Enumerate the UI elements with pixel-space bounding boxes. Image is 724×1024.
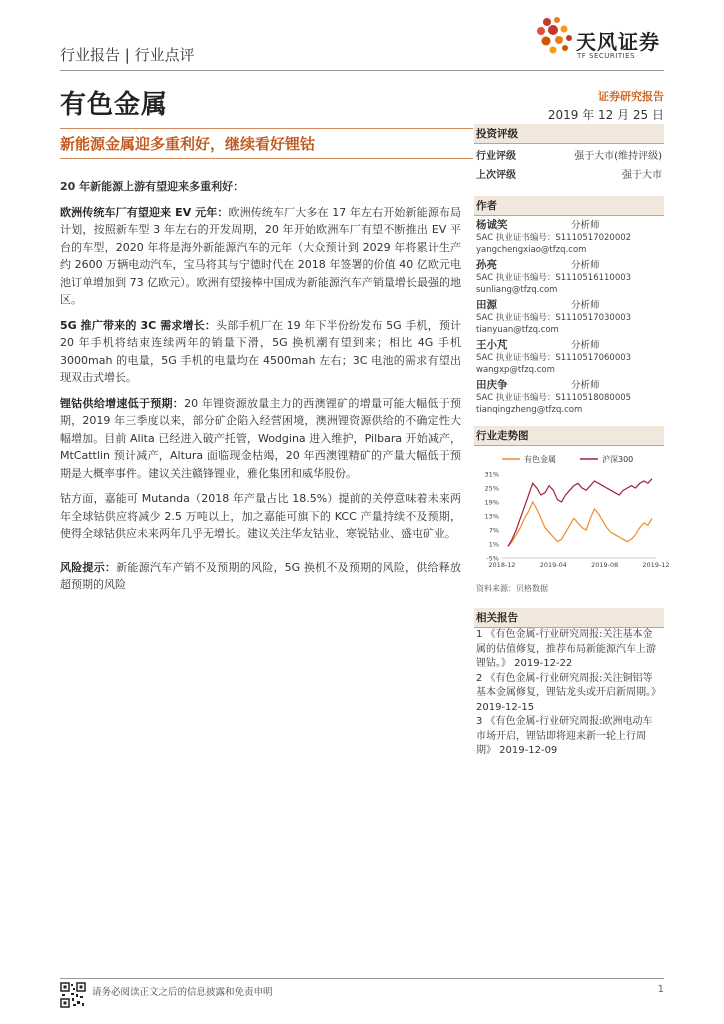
- report-type: 证券研究报告: [598, 90, 664, 103]
- author-name: 田庆争: [476, 379, 508, 391]
- author-entry: [474, 299, 664, 336]
- series-line: [508, 502, 652, 546]
- rating-key: 行业评级: [476, 151, 516, 162]
- chart-source: 资料来源：贝格数据: [476, 584, 548, 593]
- paragraph-eu-text: 欧洲传统车厂大多在 17 年左右开始新能源布局计划，按照新车型 3 年左右的开发周期，20 年开始欧洲车厂有望不断推出 EV 平台的车型，2020 年将是海外新能源汽车的元年（大众预计到 2029 年将累计生产约 2600 万辆电动汽车，宝马将其与宁德时代在 2018 年签署的价值 40 亿欧元电池订单增加到 73 亿欧元）。欧洲有望接棒中国成为新能源汽车产销量增长最强的地区。: [60, 205, 462, 306]
- rating-row: [474, 144, 664, 163]
- y-tick-label: 25%: [484, 484, 499, 493]
- author-email-link[interactable]: yangchengxiao@tfzq.com: [476, 245, 587, 255]
- legend-label: 有色金属: [524, 455, 556, 464]
- x-tick-label: 2018-12: [488, 561, 516, 569]
- author-role: 分析师: [571, 300, 600, 311]
- y-tick-label: 7%: [488, 526, 499, 535]
- author-entry: [474, 339, 664, 376]
- author-entry: [474, 219, 664, 256]
- related-report-link[interactable]: 2 《有色金属-行业研究周报:关注铜铝等基本金属修复，锂钴龙头或开启新周期。》 2019-12-15: [476, 672, 661, 713]
- author-email-link[interactable]: tianqingzheng@tfzq.com: [476, 405, 583, 415]
- y-tick-label: -5%: [486, 554, 499, 563]
- y-tick-label: 31%: [484, 470, 499, 479]
- title-rule-bottom: [60, 158, 473, 159]
- sector-title: 有色金属: [60, 90, 169, 120]
- author-role: 分析师: [571, 380, 600, 391]
- rating-row: [474, 163, 664, 182]
- risk-label: 风险提示：: [60, 560, 117, 574]
- author-name: 孙亮: [476, 259, 497, 271]
- author-sac-number: SAC 执业证书编号：S1110517060003: [476, 353, 632, 363]
- page-number: 1: [657, 984, 664, 995]
- report-date: 2019 年 12 月 25 日: [547, 108, 664, 122]
- paragraph-supply: [60, 395, 461, 483]
- rating-heading: 投资评级: [474, 124, 664, 144]
- report-title: 新能源金属迎多重利好，继续看好锂钴: [60, 135, 316, 153]
- footer-divider: [60, 978, 664, 979]
- author-role: 分析师: [571, 220, 600, 231]
- paragraph-5g: [60, 317, 461, 387]
- sidebar: [474, 124, 670, 759]
- x-tick-label: 2019-04: [539, 561, 567, 569]
- author-entry: [474, 259, 664, 296]
- author-sac-number: SAC 执业证书编号：S1110517030003: [476, 313, 632, 323]
- related-list: [474, 628, 664, 759]
- author-name: 王小芃: [476, 339, 508, 351]
- paragraph-eu-label: 欧洲传统车厂有望迎来 EV 元年：: [60, 205, 229, 219]
- author-entry: [474, 379, 664, 416]
- author-name: 杨诚笑: [476, 219, 508, 231]
- y-tick-label: 19%: [484, 498, 499, 507]
- rating-key: 上次评级: [476, 170, 516, 181]
- paragraph-cobalt: 钴方面，嘉能可 Mutanda（2018 年产量占比 18.5%）提前的关停意味着未来两年全球钴供应将减少 2.5 万吨以上，加之嘉能可旗下的 KCC 产量持续不及预期，使得全球钴供应未来两年几乎无增长。建议关注华友钴业、寒锐钴业、盛屯矿业。: [60, 492, 461, 540]
- brand-name: 天风证券: [576, 30, 660, 54]
- author-email-link[interactable]: sunliang@tfzq.com: [476, 285, 558, 295]
- author-sac-number: SAC 执业证书编号：S1110518080005: [476, 393, 632, 403]
- x-tick-label: 2019-12: [642, 561, 670, 569]
- paragraph-supply-text: 20 年锂资源放量主力的西澳锂矿的增量可能大幅低于预期，2019 年三季度以来，部分矿企陷入经营困境，澳洲锂资源供给的不确定性大幅增加。目前 Alita 已经进入破产托管，Wodgina 进入维护，Pilbara 开始减产，MtCattlin 预计减产，Altura 面临现金枯竭，20 年西澳锂精矿的产量大幅低于预期是大概率事件。建议关注赣锋锂业，雅化集团和威华股份。: [60, 396, 461, 480]
- authors-heading: 作者: [474, 196, 664, 216]
- series-line: [508, 479, 652, 547]
- related-report-link[interactable]: 3 《有色金属-行业研究周报:欧洲电动车市场开启，锂钴即将迎来新一轮上行周期》 2019-12-09: [476, 716, 653, 756]
- lead-paragraph: 20 年新能源上游有望迎来多重利好：: [60, 180, 245, 193]
- y-tick-label: 1%: [488, 540, 499, 549]
- trend-chart: [474, 450, 670, 579]
- footer-disclaimer: 请务必阅读正文之后的信息披露和免责申明: [92, 987, 273, 998]
- author-sac-number: SAC 执业证书编号：S1110517020002: [476, 233, 632, 243]
- rating-rows: [474, 144, 664, 182]
- author-name: 田源: [476, 299, 497, 311]
- report-category: 行业报告 | 行业点评: [60, 46, 195, 64]
- author-role: 分析师: [571, 260, 600, 271]
- author-email-link[interactable]: tianyuan@tfzq.com: [476, 325, 559, 335]
- main-body: [60, 178, 461, 602]
- trend-heading: 行业走势图: [474, 426, 664, 446]
- paragraph-5g-label: 5G 推广带来的 3C 需求增长：: [60, 318, 217, 332]
- legend-label: 沪深300: [602, 455, 634, 464]
- paragraph-5g-text: 头部手机厂在 19 年下半份纷发布 5G 手机，预计 20 年手机将结束连续两年的销量下滑，5G 换机潮有望到来；相比 4G 手机 3000mah 的电量，5G 手机的电量均在 4500mah 左右；3C 电池的需求有望出现双击式增长。: [60, 318, 461, 384]
- header-divider: [60, 70, 664, 71]
- author-sac-number: SAC 执业证书编号：S1110516110003: [476, 273, 632, 283]
- related-report-link[interactable]: 1 《有色金属-行业研究周报:关注基本金属的估值修复，推荐布局新能源汽车上游锂钴。》 2019-12-22: [476, 629, 656, 669]
- rating-value: 强于大市(维持评级): [574, 151, 662, 162]
- x-tick-label: 2019-08: [591, 561, 619, 569]
- author-role: 分析师: [571, 340, 600, 351]
- author-list: [474, 219, 664, 416]
- risk-text: 新能源汽车产销不及预期的风险，5G 换机不及预期的风险，供给释放超预期的风险: [60, 560, 461, 591]
- brand-name-en: TF SECURITIES: [577, 52, 636, 60]
- paragraph-risk: [60, 559, 461, 594]
- related-heading: 相关报告: [474, 608, 664, 628]
- qr-code-icon: [60, 982, 86, 1008]
- paragraph-eu: [60, 204, 461, 309]
- title-rule-top: [60, 128, 473, 129]
- paragraph-supply-label: 锂钴供给增速低于预期：: [60, 396, 185, 410]
- y-tick-label: 13%: [484, 512, 499, 521]
- trend-chart-svg: [474, 450, 670, 576]
- rating-value: 强于大市: [622, 170, 662, 181]
- author-email-link[interactable]: wangxp@tfzq.com: [476, 365, 555, 375]
